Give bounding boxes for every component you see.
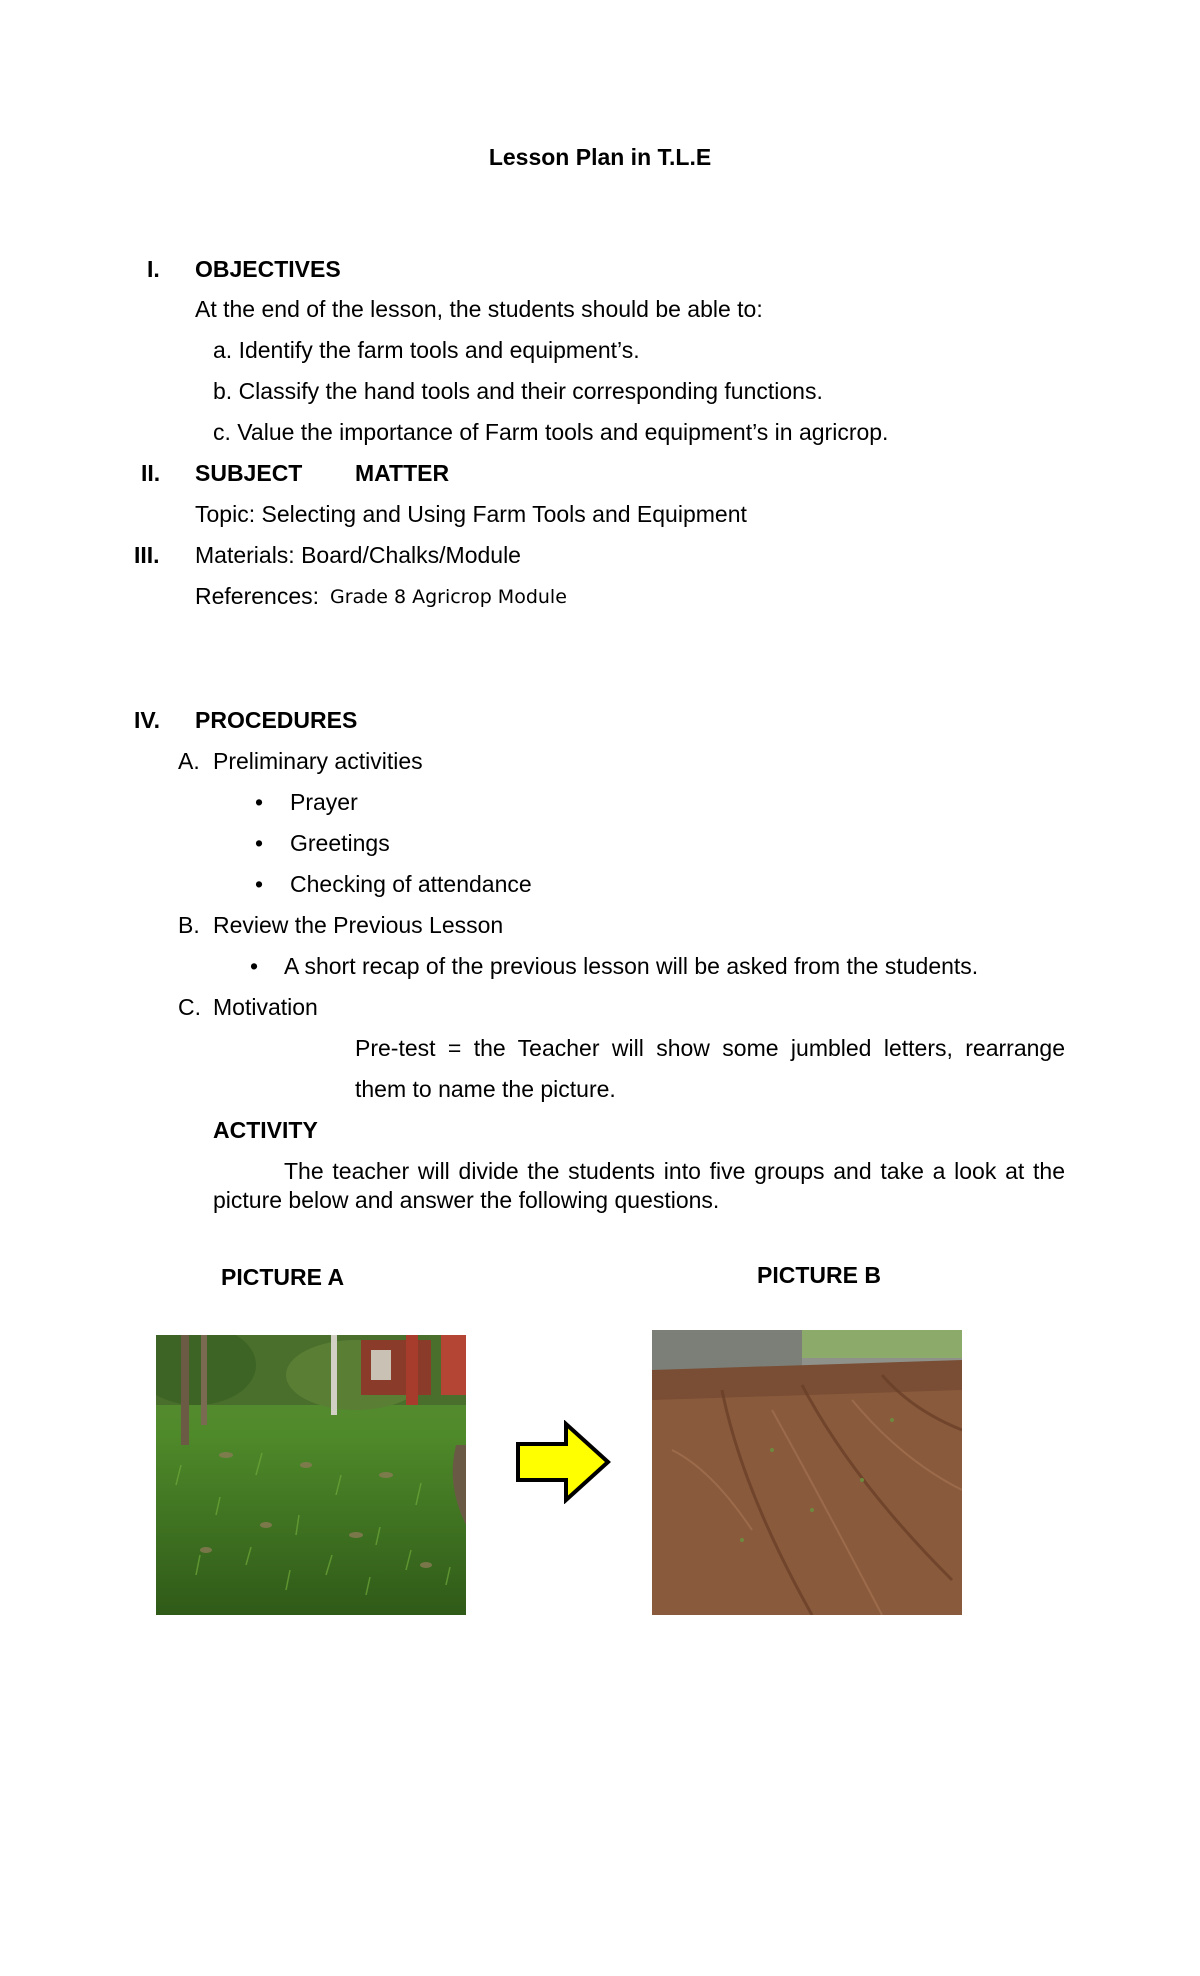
references-label: References: — [195, 583, 320, 609]
activity-line-1: The teacher will divide the students into five groups and take a look at the — [284, 1158, 1065, 1184]
section-number-i: I. — [147, 256, 160, 282]
bullet-item-greetings: Greetings — [290, 830, 390, 856]
objectives-heading: OBJECTIVES — [195, 256, 341, 282]
review-bullet-item: A short recap of the previous lesson will be asked from the students. — [284, 953, 979, 979]
bullet-icon: • — [250, 953, 259, 979]
procedure-letter-c: C. — [178, 994, 201, 1020]
preliminary-activities-label: Preliminary activities — [213, 748, 423, 774]
arrow-right-icon — [514, 1420, 614, 1504]
pretest-line-2: them to name the picture. — [355, 1076, 616, 1102]
picture-a-image — [156, 1335, 466, 1615]
section-number-ii: II. — [141, 460, 161, 486]
motivation-label: Motivation — [213, 994, 318, 1020]
topic-line: Topic: Selecting and Using Farm Tools and Equipment — [195, 501, 747, 527]
references-value: Grade 8 Agricrop Module — [330, 586, 567, 608]
section-number-iv: IV. — [134, 707, 161, 733]
activity-line-2: picture below and answer the following questions. — [213, 1187, 720, 1213]
objective-item: b. Classify the hand tools and their corresponding functions. — [213, 378, 823, 404]
procedures-heading: PROCEDURES — [195, 707, 358, 733]
objectives-intro: At the end of the lesson, the students should be able to: — [195, 296, 763, 322]
activity-heading: ACTIVITY — [213, 1117, 318, 1143]
document-title: Lesson Plan in T.L.E — [488, 144, 712, 170]
objective-item: a. Identify the farm tools and equipment’s. — [213, 337, 640, 363]
picture-a-label: PICTURE A — [221, 1264, 345, 1290]
subject-matter-heading-a: SUBJECT — [195, 460, 303, 486]
materials-line: Materials: Board/Chalks/Module — [195, 542, 521, 568]
bullet-icon: • — [255, 789, 264, 815]
pretest-line-1: Pre-test = the Teacher will show some jumbled letters, rearrange — [355, 1035, 1065, 1061]
review-label: Review the Previous Lesson — [213, 912, 504, 938]
picture-b-label: PICTURE B — [757, 1262, 881, 1288]
procedure-letter-a: A. — [178, 748, 200, 774]
bullet-icon: • — [255, 830, 264, 856]
picture-b-image — [652, 1330, 962, 1615]
objective-item: c. Value the importance of Farm tools and equipment’s in agricrop. — [213, 419, 889, 445]
subject-matter-heading-b: MATTER — [355, 460, 450, 486]
section-number-iii: III. — [134, 542, 160, 568]
bullet-item-prayer: Prayer — [290, 789, 358, 815]
bullet-icon: • — [255, 871, 264, 897]
bullet-item-attendance: Checking of attendance — [290, 871, 532, 897]
procedure-letter-b: B. — [178, 912, 200, 938]
